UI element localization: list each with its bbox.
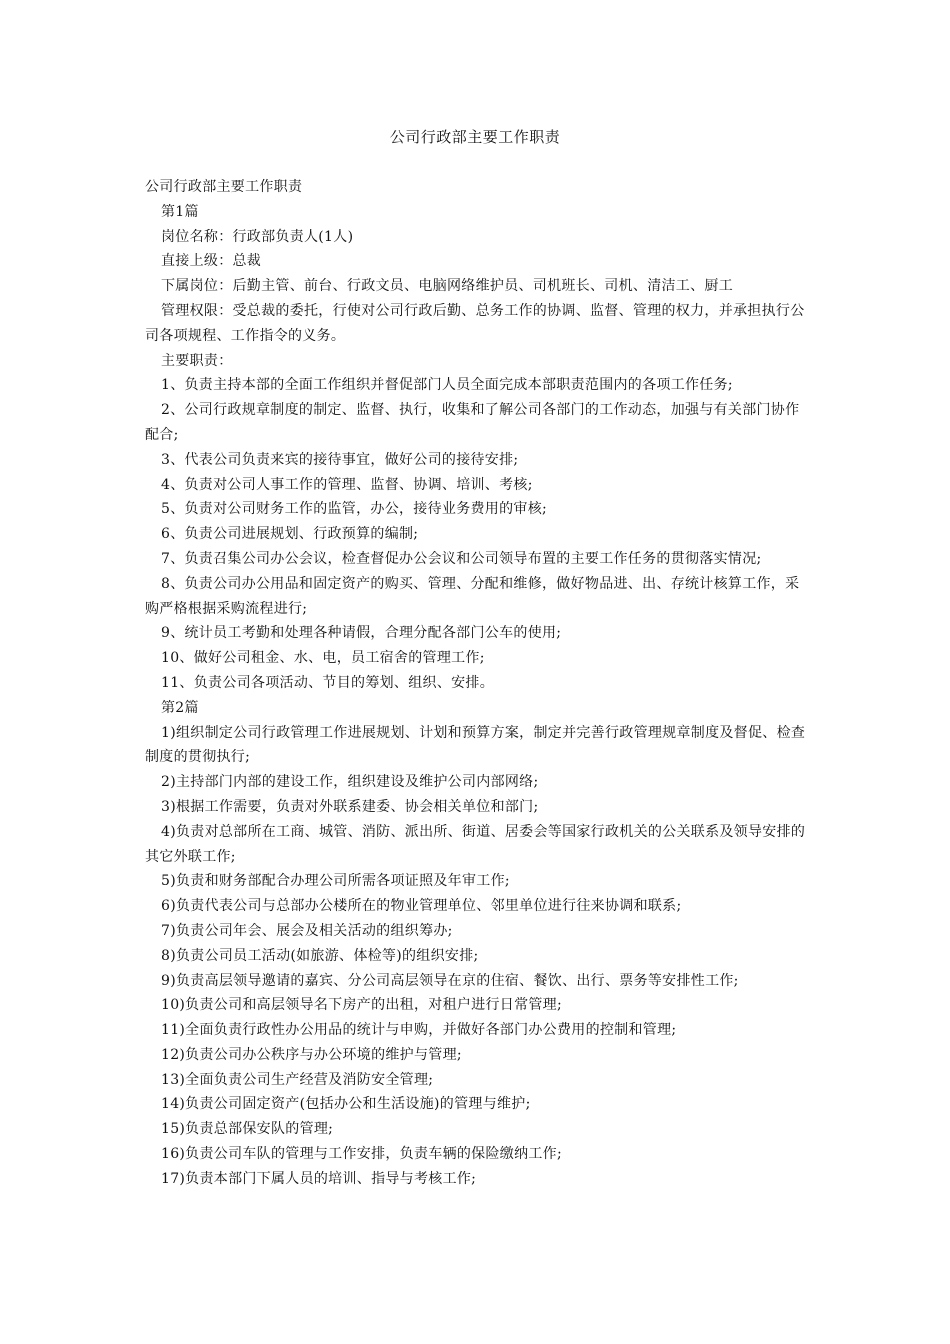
duty-item: 1、负责主持本部的全面工作组织并督促部门人员全面完成本部职责范围内的各项工作任务; bbox=[161, 377, 733, 394]
section-subtitle: 公司行政部主要工作职责 bbox=[145, 179, 303, 195]
part2-item: 5)负责和财务部配合办理公司所需各项证照及年审工作; bbox=[161, 873, 510, 890]
duty-item: 7、负责召集公司办公会议，检查督促办公会议和公司领导布置的主要工作任务的贯彻落实情况; bbox=[161, 550, 762, 567]
part2-item: 9)负责高层领导邀请的嘉宾、分公司高层领导在京的住宿、餐饮、出行、票务等安排性工作; bbox=[161, 972, 739, 989]
duties-heading: 主要职责： bbox=[161, 352, 233, 369]
part2-item: 7)负责公司年会、展会及相关活动的组织筹办; bbox=[161, 922, 453, 939]
part2-item: 8)负责公司员工活动(如旅游、体检等)的组织安排; bbox=[161, 947, 479, 964]
direct-superior: 直接上级：总裁 bbox=[161, 253, 262, 270]
part2-item: 6)负责代表公司与总部办公楼所在的物业管理单位、邻里单位进行往来协调和联系; bbox=[161, 898, 682, 915]
document-body bbox=[145, 175, 810, 1192]
part2-item: 17)负责本部门下属人员的培训、指导与考核工作; bbox=[161, 1170, 477, 1187]
part2-item: 1)组织制定公司行政管理工作进展规划、计划和预算方案，制定并完善行政管理规章制度及督促、检查制度的贯彻执行; bbox=[145, 724, 806, 766]
duty-item: 5、负责对公司财务工作的监管，办公，接待业务费用的审核; bbox=[161, 501, 548, 518]
duty-item: 2、公司行政规章制度的制定、监督、执行，收集和了解公司各部门的工作动态，加强与有关部门协作配合; bbox=[145, 402, 800, 443]
part2-item: 3)根据工作需要，负责对外联系建委、协会相关单位和部门; bbox=[161, 798, 539, 815]
duty-item: 4、负责对公司人事工作的管理、监督、协调、培训、考核; bbox=[161, 476, 533, 493]
duty-item: 9、统计员工考勤和处理各种请假，合理分配各部门公车的使用; bbox=[161, 625, 562, 642]
part2-item: 10)负责公司和高层领导名下房产的出租，对租户进行日常管理; bbox=[161, 997, 562, 1014]
management-authority: 管理权限：受总裁的委托，行使对公司行政后勤、总务工作的协调、监督、管理的权力，并承担执行公司各项规程、工作指令的义务。 bbox=[145, 302, 805, 344]
part2-item: 14)负责公司固定资产(包括办公和生活设施)的管理与维护; bbox=[161, 1096, 531, 1113]
part2-item: 15)负责总部保安队的管理; bbox=[161, 1121, 334, 1138]
duty-item: 10、做好公司租金、水、电，员工宿舍的管理工作; bbox=[161, 650, 485, 667]
part2-item: 11)全面负责行政性办公用品的统计与申购，并做好各部门办公费用的控制和管理; bbox=[161, 1022, 677, 1039]
part2-item: 13)全面负责公司生产经营及消防安全管理; bbox=[161, 1071, 434, 1088]
duty-item: 8、负责公司办公用品和固定资产的购买、管理、分配和维修，做好物品进、出、存统计核算工作，采购严格根据采购流程进行; bbox=[145, 575, 800, 617]
part2-item: 4)负责对总部所在工商、城管、消防、派出所、街道、居委会等国家行政机关的公关联系及领导安排的其它外联工作; bbox=[145, 823, 806, 865]
part2-item: 12)负责公司办公秩序与办公环境的维护与管理; bbox=[161, 1046, 462, 1063]
part2-item: 16)负责公司车队的管理与工作安排，负责车辆的保险缴纳工作; bbox=[161, 1146, 562, 1163]
duty-item: 3、代表公司负责来宾的接待事宜，做好公司的接待安排; bbox=[161, 451, 519, 468]
subordinate-positions: 下属岗位：后勤主管、前台、行政文员、电脑网络维护员、司机班长、司机、清洁工、厨工 bbox=[161, 278, 733, 295]
document-title: 公司行政部主要工作职责 bbox=[389, 128, 561, 146]
duty-item: 6、负责公司进展规划、行政预算的编制; bbox=[161, 526, 419, 543]
part2-heading: 第2篇 bbox=[161, 699, 199, 716]
position-name: 岗位名称：行政部负责人(1人) bbox=[161, 228, 354, 245]
part2-item: 2)主持部门内部的建设工作，组织建设及维护公司内部网络; bbox=[161, 774, 539, 791]
duty-item: 11、负责公司各项活动、节目的筹划、组织、安排。 bbox=[161, 674, 495, 691]
part1-heading: 第1篇 bbox=[161, 203, 199, 220]
